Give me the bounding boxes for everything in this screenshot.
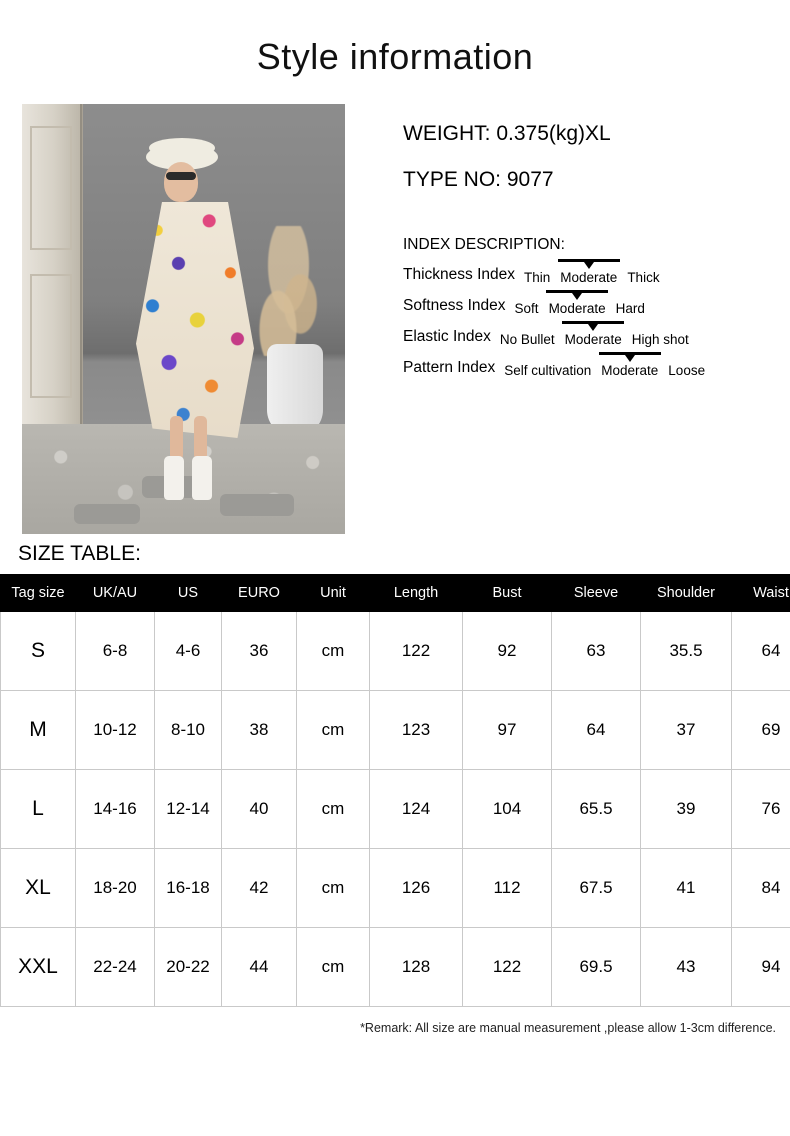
index-scale [499, 363, 710, 378]
model-sunglasses [166, 172, 196, 180]
cell-uk-au: 14-16 [76, 770, 155, 849]
cell-bust: 122 [463, 928, 552, 1007]
cell-uk-au: 22-24 [76, 928, 155, 1007]
table-row [1, 691, 790, 770]
cell-tag-size: XXL [1, 928, 76, 1007]
model-boot [192, 456, 212, 500]
index-marker-pointer-icon [572, 293, 582, 300]
model-figure [118, 144, 268, 500]
index-option-label: Moderate [565, 332, 622, 347]
index-row-elastic [403, 328, 770, 347]
cell-bust: 97 [463, 691, 552, 770]
cell-unit: cm [297, 928, 370, 1007]
cell-shoulder: 41 [641, 849, 732, 928]
cell-us: 8-10 [155, 691, 222, 770]
index-label: Softness Index [403, 297, 506, 316]
index-option-selected [560, 332, 627, 347]
model-boot [164, 456, 184, 500]
index-label: Elastic Index [403, 328, 491, 347]
index-option: Thick [622, 270, 664, 285]
cell-bust: 112 [463, 849, 552, 928]
cell-sleeve: 69.5 [552, 928, 641, 1007]
index-option: Thin [519, 270, 555, 285]
column-header-length: Length [370, 575, 463, 612]
cell-us: 4-6 [155, 612, 222, 691]
column-header-waist: Waist [732, 575, 790, 612]
cell-euro: 38 [222, 691, 297, 770]
cell-us: 20-22 [155, 928, 222, 1007]
column-header-euro: EURO [222, 575, 297, 612]
cell-euro: 40 [222, 770, 297, 849]
index-option: Hard [611, 301, 650, 316]
cell-unit: cm [297, 849, 370, 928]
cell-bust: 104 [463, 770, 552, 849]
table-header-row [1, 575, 790, 612]
cell-tag-size: L [1, 770, 76, 849]
top-section [0, 78, 790, 534]
index-row-thickness [403, 266, 770, 285]
index-scale [519, 270, 665, 285]
index-option-selected [544, 301, 611, 316]
background-vase [267, 344, 323, 436]
column-header-shoulder: Shoulder [641, 575, 732, 612]
cell-bust: 92 [463, 612, 552, 691]
table-row [1, 770, 790, 849]
index-label: Pattern Index [403, 359, 495, 378]
cell-tag-size: S [1, 612, 76, 691]
product-photo [22, 104, 345, 534]
index-scale [495, 332, 694, 347]
background-door [22, 104, 83, 434]
table-row [1, 849, 790, 928]
cell-us: 16-18 [155, 849, 222, 928]
column-header-us: US [155, 575, 222, 612]
index-option-label: Moderate [601, 363, 658, 378]
cell-uk-au: 10-12 [76, 691, 155, 770]
info-column [345, 104, 770, 390]
cell-shoulder: 37 [641, 691, 732, 770]
table-row [1, 612, 790, 691]
cell-sleeve: 65.5 [552, 770, 641, 849]
cell-waist: 76 [732, 770, 790, 849]
index-option-label: Moderate [560, 270, 617, 285]
page-title: Style information [0, 36, 790, 78]
index-row-pattern [403, 359, 770, 378]
index-marker-pointer-icon [625, 355, 635, 362]
index-marker-pointer-icon [584, 262, 594, 269]
index-option: Self cultivation [499, 363, 596, 378]
cell-tag-size: M [1, 691, 76, 770]
cell-us: 12-14 [155, 770, 222, 849]
cell-waist: 69 [732, 691, 790, 770]
cell-sleeve: 63 [552, 612, 641, 691]
cell-shoulder: 39 [641, 770, 732, 849]
cell-uk-au: 18-20 [76, 849, 155, 928]
cell-unit: cm [297, 691, 370, 770]
cell-waist: 84 [732, 849, 790, 928]
type-no-line: TYPE NO: 9077 [403, 168, 770, 192]
cell-euro: 36 [222, 612, 297, 691]
cell-waist: 64 [732, 612, 790, 691]
column-header-sleeve: Sleeve [552, 575, 641, 612]
model-leg [194, 416, 207, 460]
index-option-selected [555, 270, 622, 285]
model-leg [170, 416, 183, 460]
index-option: No Bullet [495, 332, 560, 347]
background-step [74, 504, 140, 524]
index-description-heading: INDEX DESCRIPTION: [403, 236, 770, 254]
index-option: High shot [627, 332, 694, 347]
index-scale [510, 301, 650, 316]
cell-sleeve: 67.5 [552, 849, 641, 928]
background-wall-seam [80, 104, 82, 434]
model-face [164, 162, 198, 202]
size-table [0, 574, 790, 1007]
index-option: Soft [510, 301, 544, 316]
size-table-title: SIZE TABLE: [0, 534, 790, 574]
index-option-selected [596, 363, 663, 378]
column-header-unit: Unit [297, 575, 370, 612]
index-row-softness [403, 297, 770, 316]
cell-length: 124 [370, 770, 463, 849]
index-marker-pointer-icon [588, 324, 598, 331]
cell-shoulder: 43 [641, 928, 732, 1007]
size-table-remark: *Remark: All size are manual measurement ,please allow 1-3cm difference. [0, 1007, 790, 1035]
cell-euro: 42 [222, 849, 297, 928]
column-header-uk-au: UK/AU [76, 575, 155, 612]
cell-length: 123 [370, 691, 463, 770]
weight-line: WEIGHT: 0.375(kg)XL [403, 122, 770, 146]
table-row [1, 928, 790, 1007]
index-option-label: Moderate [549, 301, 606, 316]
cell-length: 126 [370, 849, 463, 928]
index-option: Loose [663, 363, 710, 378]
cell-uk-au: 6-8 [76, 612, 155, 691]
cell-shoulder: 35.5 [641, 612, 732, 691]
column-header-bust: Bust [463, 575, 552, 612]
column-header-tag-size: Tag size [1, 575, 76, 612]
floral-dress [136, 202, 254, 438]
cell-length: 122 [370, 612, 463, 691]
cell-unit: cm [297, 770, 370, 849]
index-label: Thickness Index [403, 266, 515, 285]
cell-unit: cm [297, 612, 370, 691]
product-photo-image [22, 104, 345, 534]
cell-sleeve: 64 [552, 691, 641, 770]
cell-waist: 94 [732, 928, 790, 1007]
cell-length: 128 [370, 928, 463, 1007]
cell-tag-size: XL [1, 849, 76, 928]
cell-euro: 44 [222, 928, 297, 1007]
